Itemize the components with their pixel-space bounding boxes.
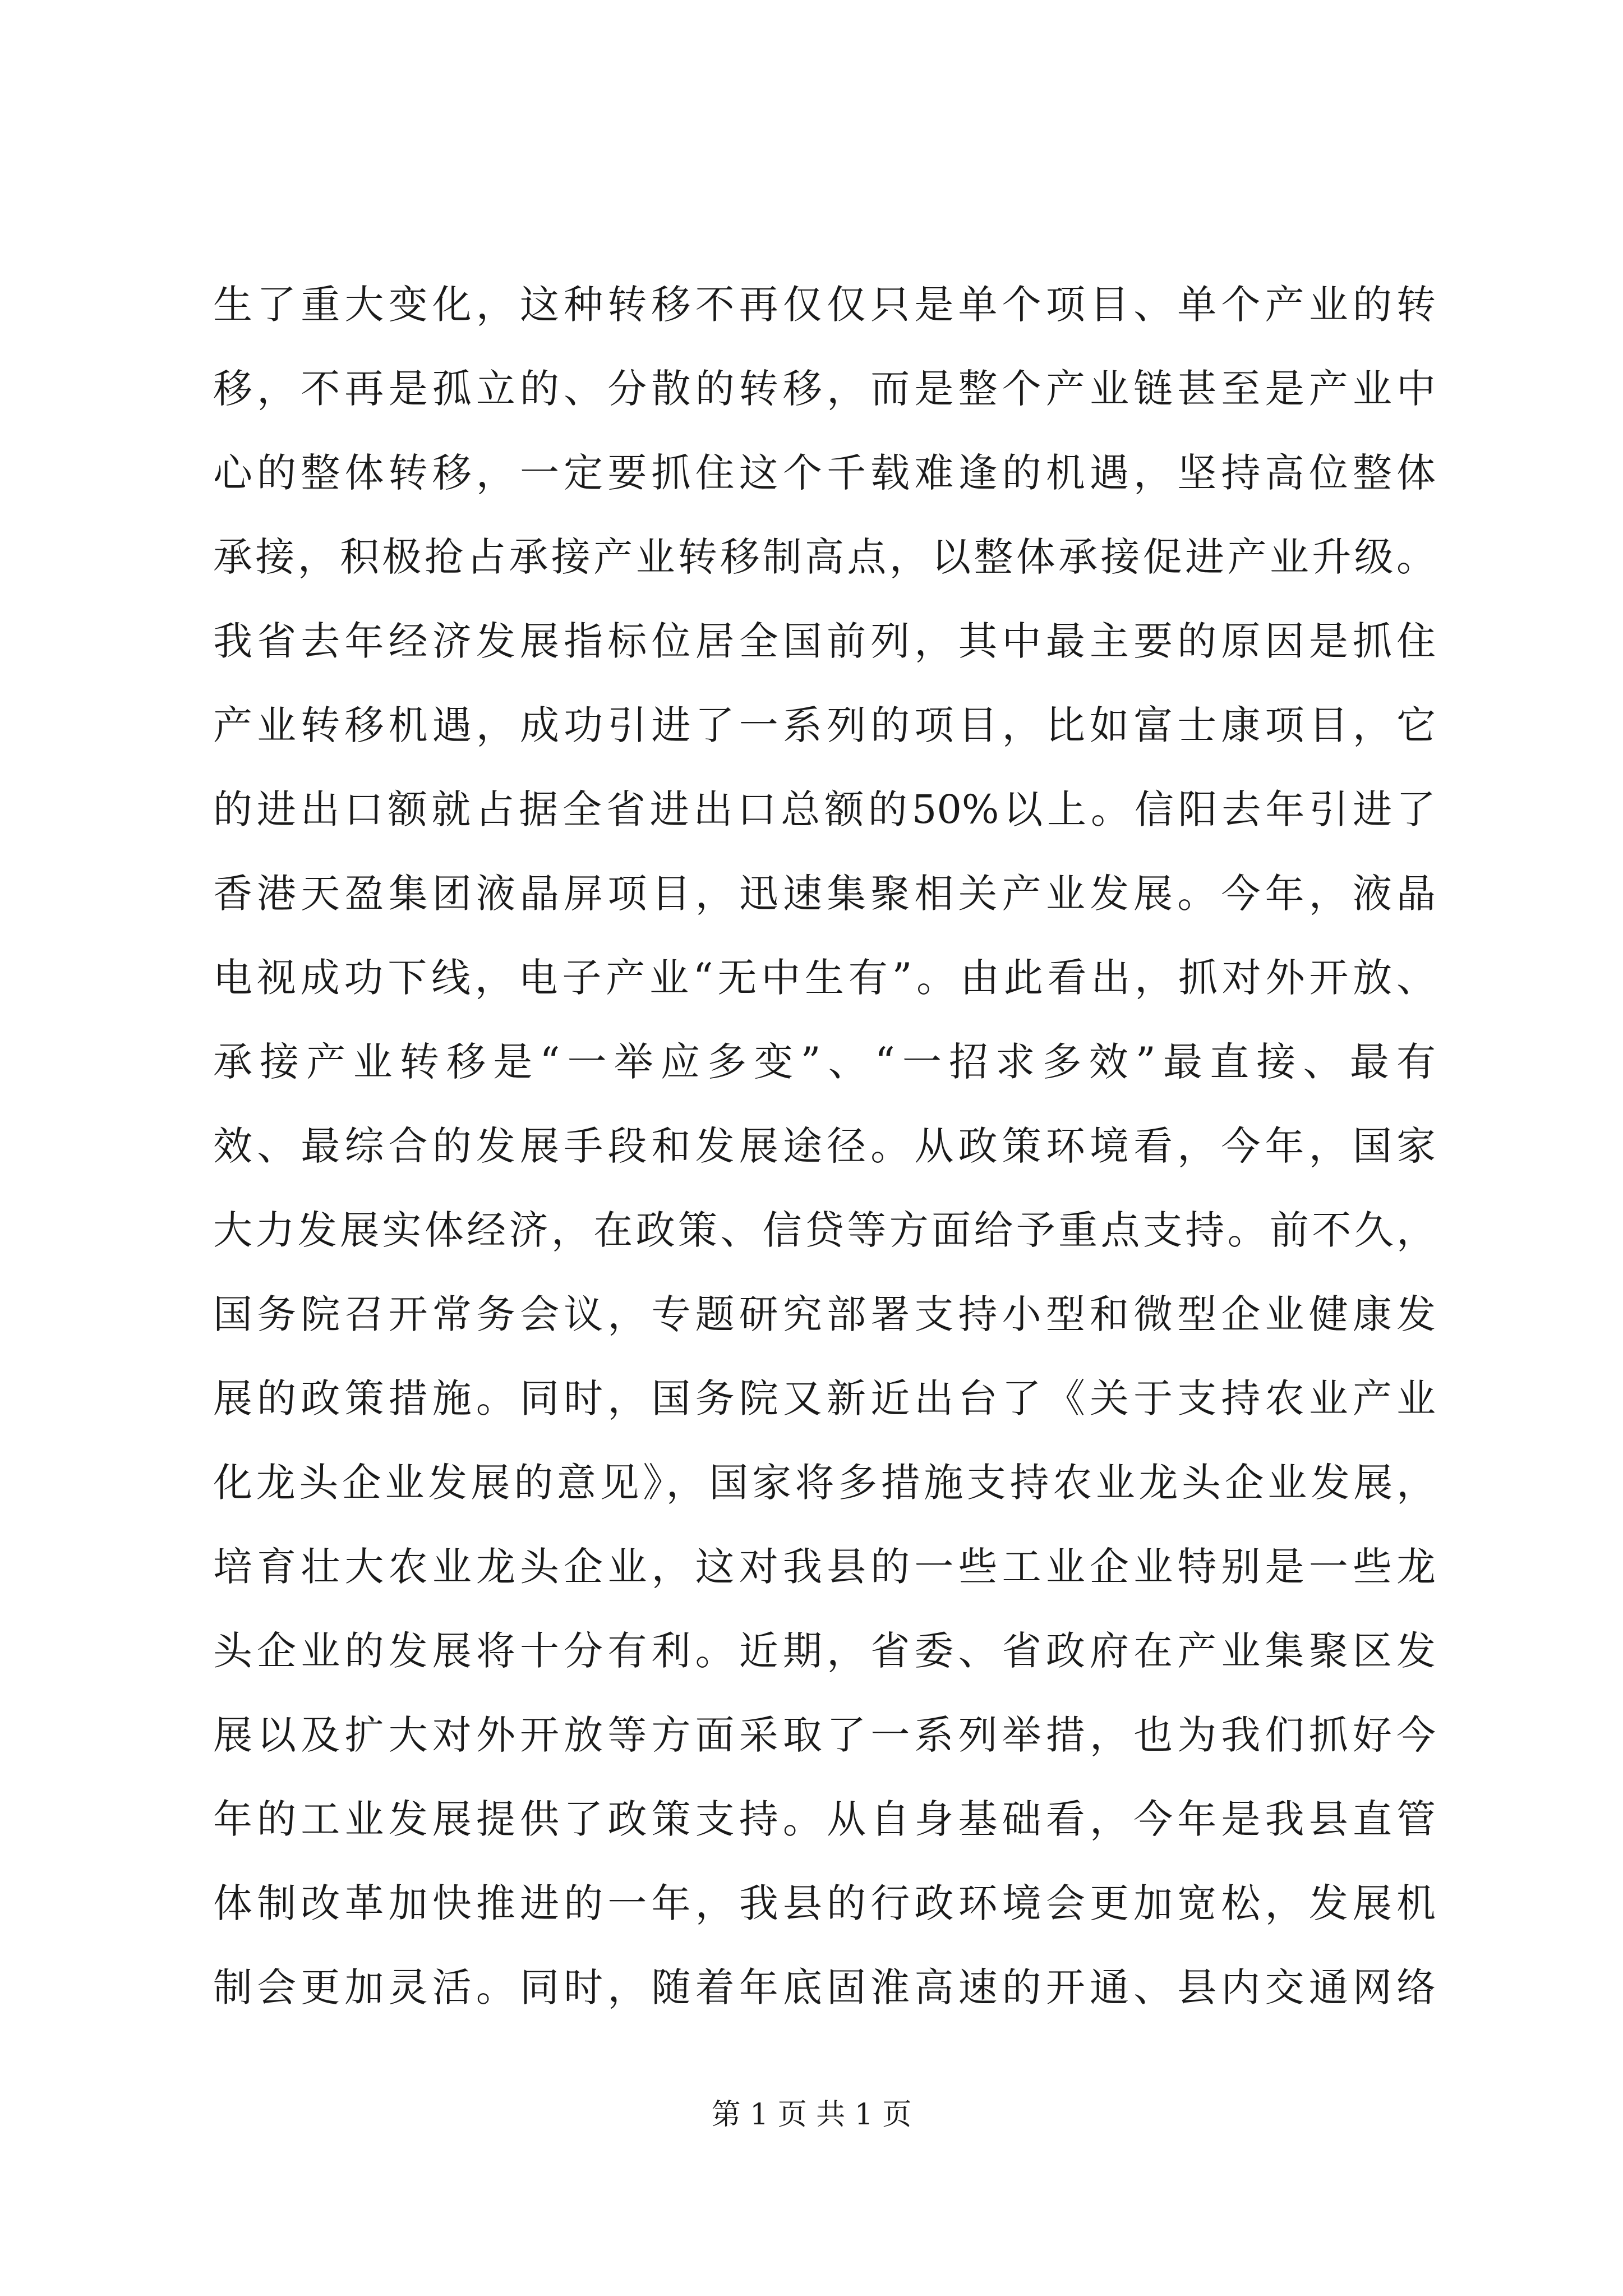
- text-line: 年的工业发展提供了政策支持。从自身基础看，今年是我县直管: [213, 1796, 1436, 1842]
- text-line: 生了重大变化，这种转移不再仅仅只是单个项目、单个产业的转: [213, 282, 1436, 328]
- text-line: 我省去年经济发展指标位居全国前列，其中最主要的原因是抓住: [213, 618, 1436, 664]
- text-line: 培育壮大农业龙头企业，这对我县的一些工业企业特别是一些龙: [213, 1544, 1436, 1590]
- text-line: 心的整体转移，一定要抓住这个千载难逢的机遇，坚持高位整体: [213, 450, 1436, 496]
- text-line: 头企业的发展将十分有利。近期，省委、省政府在产业集聚区发: [213, 1628, 1436, 1674]
- text-line: 电视成功下线，电子产业“无中生有”。由此看出，抓对外开放、: [213, 955, 1436, 1001]
- text-line: 展的政策措施。同时，国务院又新近出台了《关于支持农业产业: [213, 1375, 1436, 1421]
- text-line: 产业转移机遇，成功引进了一系列的项目，比如富士康项目，它: [213, 702, 1436, 748]
- text-line: 化龙头企业发展的意见》，国家将多措施支持农业龙头企业发展，: [213, 1460, 1436, 1506]
- text-line: 大力发展实体经济，在政策、信贷等方面给予重点支持。前不久，: [213, 1207, 1436, 1253]
- text-line: 承接，积极抢占承接产业转移制高点，以整体承接促进产业升级。: [213, 534, 1436, 580]
- text-line: 体制改革加快推进的一年，我县的行政环境会更加宽松，发展机: [213, 1880, 1436, 1926]
- body-text: [213, 263, 1436, 2030]
- text-line: 国务院召开常务会议，专题研究部署支持小型和微型企业健康发: [213, 1291, 1436, 1337]
- text-line: 承接产业转移是“一举应多变”、“一招求多效”最直接、最有: [213, 1039, 1436, 1085]
- page-number-footer: 第 1 页 共 1 页: [711, 2098, 912, 2132]
- text-line: 制会更加灵活。同时，随着年底固淮高速的开通、县内交通网络: [213, 1964, 1436, 2010]
- text-line: 移，不再是孤立的、分散的转移，而是整个产业链甚至是产业中: [213, 366, 1436, 412]
- text-line: 香港天盈集团液晶屏项目，迅速集聚相关产业发展。今年，液晶: [213, 871, 1436, 917]
- text-line: 的进出口额就占据全省进出口总额的50%以上。信阳去年引进了: [213, 786, 1436, 832]
- text-line: 效、最综合的发展手段和发展途径。从政策环境看，今年，国家: [213, 1123, 1436, 1169]
- text-line: 展以及扩大对外开放等方面采取了一系列举措，也为我们抓好今: [213, 1712, 1436, 1758]
